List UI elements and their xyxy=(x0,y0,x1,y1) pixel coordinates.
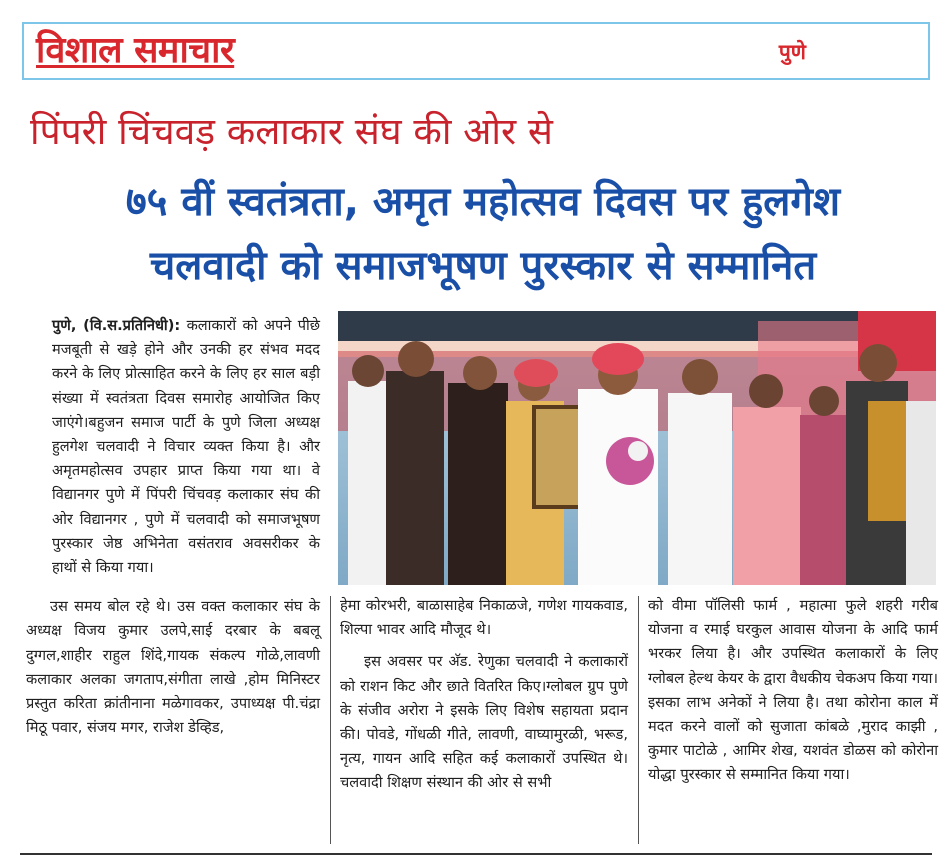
body-paragraph: उस समय बोल रहे थे। उस वक्त कलाकार संघ के अध्यक्ष विजय कुमार उलपे,साई दरबार के बबलू दुग्गल,शाहीर राहुल शिंदे,गायक संकल्प गोळे,लावणी कलाकार अलका जगताप,संगीता लाखे ,होम मिनिस्टर प्रस्तुत करिता क्रांतीनाना मळेगावकर, उपाध्यक्ष पी.चंद्रा मिठू पवार, संजय मगर, राजेश डेव्हिड, xyxy=(26,598,320,737)
column-divider xyxy=(638,596,639,844)
kicker-headline: पिंपरी चिंचवड़ कलाकार संघ की ओर से xyxy=(30,110,553,153)
headline-line-2: चलवादी को समाजभूषण पुरस्कार से सम्मानित xyxy=(149,243,817,289)
body-paragraph: इस अवसर पर अ‍ॅड. रेणुका चलवादी ने कलाकारों को राशन किट और छाते वितरित किए।ग्लोबल ग्रुप पुणे के संजीव अरोरा ने इसके लिए विशेष सहायता प्रदान की। पोवडे, गोंधळी गीते, लावणी, वाघ्यामुरळी, भरूड, नृत्य, गायन आदि सहित कई कलाकारों उपस्थित थे। चलवादी शिक्षण संस्थान की ओर से सभी xyxy=(340,653,628,792)
article-column-3 xyxy=(648,594,938,788)
body-paragraph: हेमा कोरभरी, बाळासाहेब निकाळजे, गणेश गायकवाड, शिल्पा भावर आदि मौजूद थे। xyxy=(340,597,628,639)
article-column-1 xyxy=(26,314,320,740)
main-headline xyxy=(28,170,938,298)
lead-paragraph xyxy=(26,314,320,580)
article-column-2 xyxy=(340,594,628,796)
newspaper-logo: विशाल समाचार xyxy=(36,30,235,71)
masthead xyxy=(22,22,930,80)
headline-line-1: ७५ वीं स्वतंत्रता, अमृत महोत्सव दिवस पर हुलगेश xyxy=(125,179,841,225)
bottom-rule xyxy=(20,853,932,855)
event-photo xyxy=(338,311,936,585)
city-label: पुणे xyxy=(778,40,806,64)
column-divider xyxy=(330,596,331,844)
lead-text: कलाकारों को अपने पीछे मजबूती से खड़े होने और उनकी हर संभव मदद करने के लिए प्रोत्साहित करने के लिए हर साल बड़ी संख्या में स्वतंत्रता दिवस समारोह आयोजित किए जाएंगे।बहुजन समाज पार्टी के पुणे जिला अध्यक्ष हुलगेश चलवादी ने विचार व्यक्त किया है। और अमृतमहोत्सव उपहार प्राप्त किया गया था। वे विद्यानगर पुणे में पिंपरी चिंचवड़ कलाकार संघ की ओर विद्यानगर , पुणे में चलवादी को समाजभूषण पुरस्कार जेष्ठ अभिनेता वसंतराव अवसरीकर के हाथों से किया गया। xyxy=(52,317,320,577)
body-paragraph: को वीमा पॉलिसी फार्म , महात्मा फुले शहरी गरीब योजना व रमाई घरकुल आवास योजना के आदि फार्म भरकर लिया है। और उपस्थित कलाकारों के लिए ग्लोबल हेल्थ केयर के द्वारा वैधकीय चेकअप किया गया। इसका लाभ अनेकों ने लिया है। तथा कोरोना काल में मदत करने वालों को सुजाता कांबळे ,मुराद काझी , कुमार पाटोळे , आमिर शेख, यशवंत डोळस को कोरोना योद्धा पुरस्कार से सम्मानित किया गया। xyxy=(648,597,938,784)
dateline: पुणे, (वि.स.प्रतिनिधी): xyxy=(52,317,181,334)
award-ceremony-photo xyxy=(338,311,936,585)
